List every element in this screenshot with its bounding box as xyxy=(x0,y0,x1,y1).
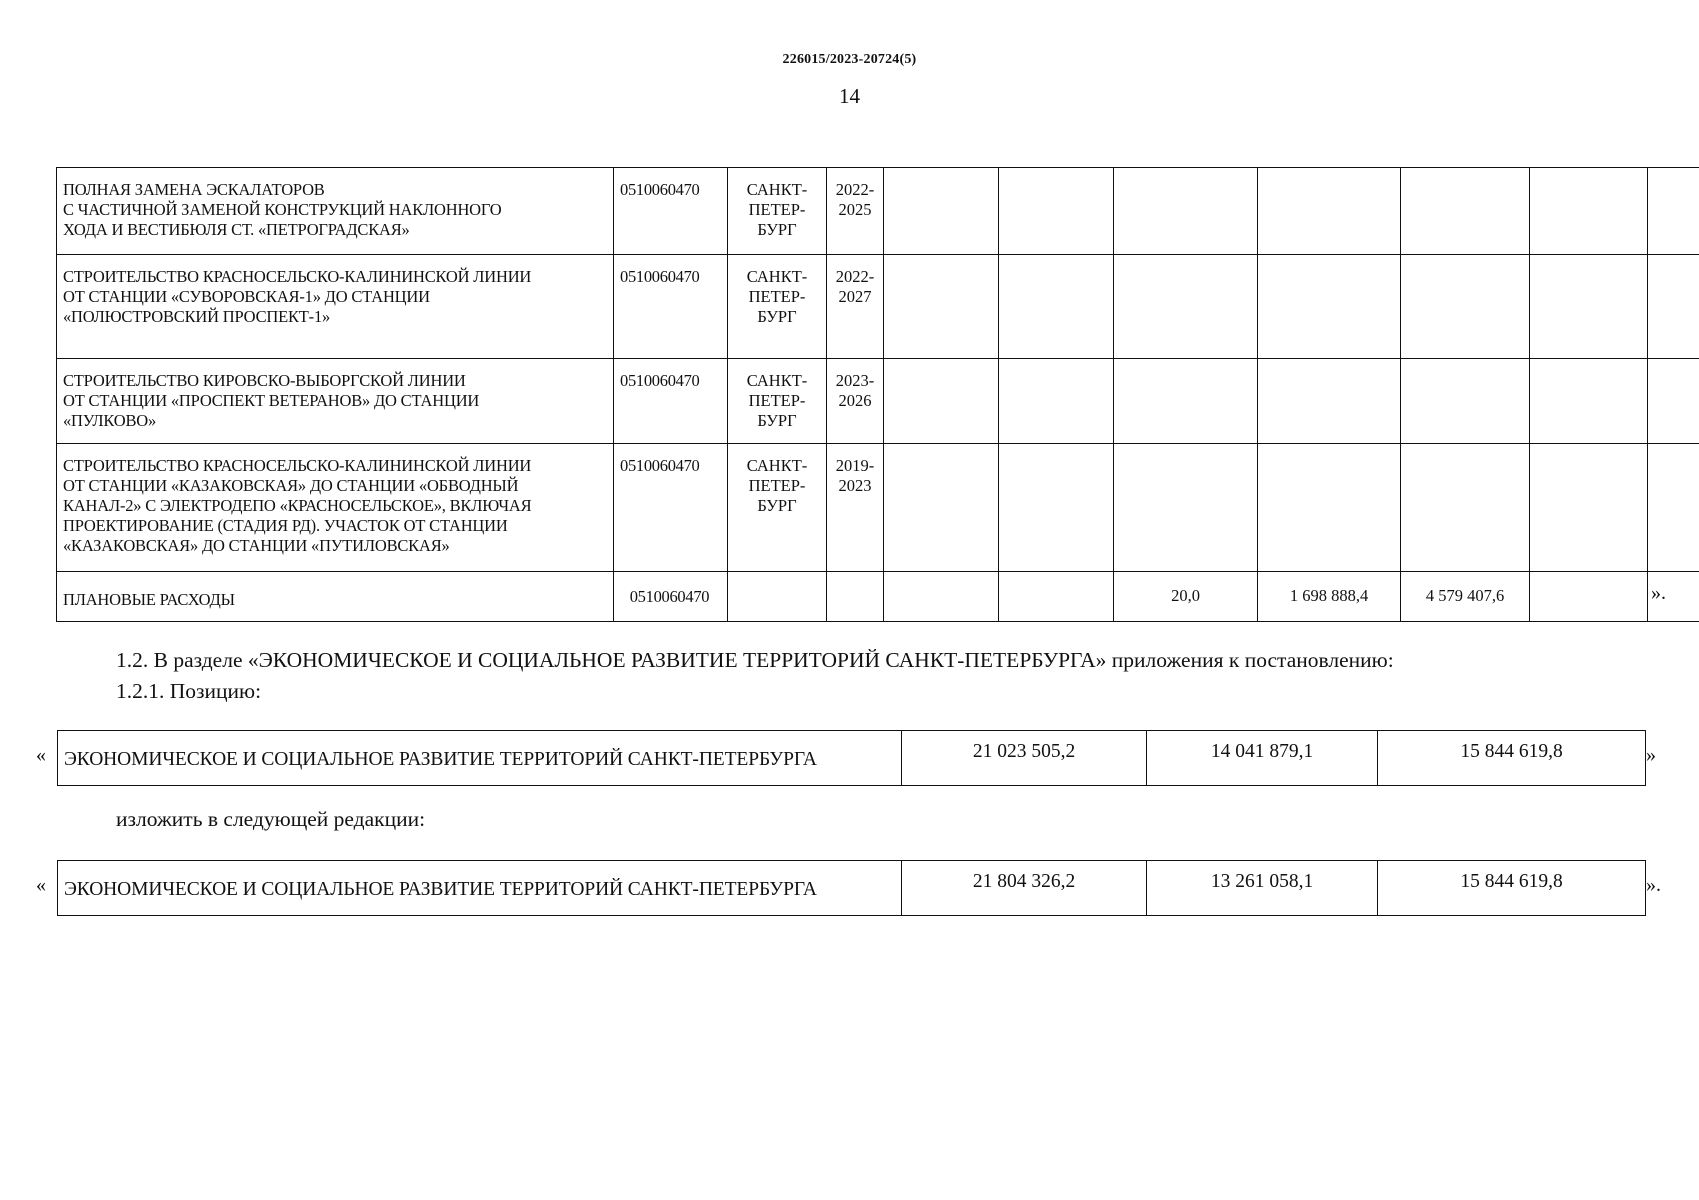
page-number: 14 xyxy=(839,84,860,108)
region-line: БУРГ xyxy=(757,496,797,515)
amount-cell xyxy=(999,359,1114,444)
project-name-line: ПРОЕКТИРОВАНИЕ (СТАДИЯ РД). УЧАСТОК ОТ СТАНЦИИ xyxy=(63,516,508,535)
project-name-line: СТРОИТЕЛЬСТВО КИРОВСКО-ВЫБОРГСКОЙ ЛИНИИ xyxy=(63,371,466,390)
position-value: 21 804 326,2 xyxy=(902,861,1147,916)
amount-cell xyxy=(999,168,1114,255)
target-code-cell: 0510060470 xyxy=(614,444,728,572)
open-quote: « xyxy=(36,744,46,766)
amount-cell xyxy=(999,444,1114,572)
amount-cell xyxy=(1114,255,1258,359)
project-name-line: ОТ СТАНЦИИ «СУВОРОВСКАЯ-1» ДО СТАНЦИИ xyxy=(63,287,430,306)
project-name-cell xyxy=(57,255,614,359)
table-row xyxy=(58,731,1646,786)
amount-cell xyxy=(1258,359,1401,444)
position-old-table xyxy=(57,730,1646,786)
plan-label-cell: ПЛАНОВЫЕ РАСХОДЫ xyxy=(57,572,614,622)
position-name: ЭКОНОМИЧЕСКОЕ И СОЦИАЛЬНОЕ РАЗВИТИЕ ТЕРРИТОРИЙ САНКТ-ПЕТЕРБУРГА xyxy=(58,731,902,786)
years-cell xyxy=(827,359,884,444)
project-name-line: ПОЛНАЯ ЗАМЕНА ЭСКАЛАТОРОВ xyxy=(63,180,325,199)
years-line: 2019- xyxy=(835,456,875,475)
years-line: 2022- xyxy=(835,180,875,199)
amount-cell xyxy=(1530,168,1648,255)
amount-cell xyxy=(1401,255,1530,359)
region-line: ПЕТЕР- xyxy=(748,287,806,306)
position-value: 21 023 505,2 xyxy=(902,731,1147,786)
paragraph-section-1-2: 1.2. В разделе «ЭКОНОМИЧЕСКОЕ И СОЦИАЛЬНОЕ РАЗВИТИЕ ТЕРРИТОРИЙ САНКТ-ПЕТЕРБУРГА» приложения к постановлению: xyxy=(116,648,1394,672)
region-line: ПЕТЕР- xyxy=(748,200,806,219)
project-name-line: СТРОИТЕЛЬСТВО КРАСНОСЕЛЬСКО-КАЛИНИНСКОЙ ЛИНИИ xyxy=(63,267,532,286)
amount-cell: 1 698 888,4 xyxy=(1258,572,1401,622)
region-line: ПЕТЕР- xyxy=(748,476,806,495)
region-cell xyxy=(728,444,827,572)
region-line: САНКТ- xyxy=(746,180,808,199)
years-line: 2027 xyxy=(838,287,872,306)
region-cell xyxy=(728,168,827,255)
position-new xyxy=(34,860,1664,908)
region-cell xyxy=(728,359,827,444)
amount-cell xyxy=(1114,359,1258,444)
target-code-cell: 0510060470 xyxy=(614,255,728,359)
project-name-line: ОТ СТАНЦИИ «КАЗАКОВСКАЯ» ДО СТАНЦИИ «ОБВОДНЫЙ xyxy=(63,476,519,495)
amount-cell xyxy=(884,359,999,444)
project-name-line: «ПОЛЮСТРОВСКИЙ ПРОСПЕКТ-1» xyxy=(63,307,331,326)
table-row-plan xyxy=(57,572,1699,622)
document-number: 226015/2023-20724(5) xyxy=(782,52,917,67)
years-cell xyxy=(827,572,884,622)
amount-cell xyxy=(1648,168,1699,255)
years-line: 2023- xyxy=(835,371,875,390)
amount-cell xyxy=(999,255,1114,359)
region-line: ПЕТЕР- xyxy=(748,391,806,410)
amount-cell: 4 579 407,6 xyxy=(1401,572,1530,622)
project-name-cell xyxy=(57,359,614,444)
amount-cell: 20,0 xyxy=(1114,572,1258,622)
amount-cell xyxy=(884,444,999,572)
years-line: 2026 xyxy=(838,391,872,410)
amount-cell xyxy=(1648,359,1699,444)
open-quote: « xyxy=(36,874,46,896)
region-line: БУРГ xyxy=(757,307,797,326)
table-closing-quote: ». xyxy=(1651,582,1666,604)
position-old xyxy=(34,730,1664,778)
project-name-cell xyxy=(57,168,614,255)
amount-cell xyxy=(1401,444,1530,572)
region-line: САНКТ- xyxy=(746,267,808,286)
years-line: 2025 xyxy=(838,200,872,219)
amount-cell xyxy=(1530,255,1648,359)
target-code-cell: 0510060470 xyxy=(614,572,728,622)
amount-cell xyxy=(1530,359,1648,444)
amount-cell xyxy=(1258,168,1401,255)
program-table xyxy=(56,167,1699,622)
position-value: 15 844 619,8 xyxy=(1378,731,1646,786)
table-row xyxy=(58,861,1646,916)
amount-cell xyxy=(884,572,999,622)
project-name-line: «ПУЛКОВО» xyxy=(63,411,157,430)
amount-cell xyxy=(884,255,999,359)
target-code-cell: 0510060470 xyxy=(614,168,728,255)
project-name-cell xyxy=(57,444,614,572)
years-cell xyxy=(827,255,884,359)
close-quote: » xyxy=(1646,744,1656,766)
region-line: БУРГ xyxy=(757,220,797,239)
position-value: 15 844 619,8 xyxy=(1378,861,1646,916)
region-line: САНКТ- xyxy=(746,371,808,390)
project-name-line: КАНАЛ-2» С ЭЛЕКТРОДЕПО «КРАСНОСЕЛЬСКОЕ», ВКЛЮЧАЯ xyxy=(63,496,532,515)
amount-cell xyxy=(884,168,999,255)
years-cell xyxy=(827,444,884,572)
target-code-cell: 0510060470 xyxy=(614,359,728,444)
amount-cell xyxy=(1530,444,1648,572)
project-name-line: ОТ СТАНЦИИ «ПРОСПЕКТ ВЕТЕРАНОВ» ДО СТАНЦИИ xyxy=(63,391,480,410)
paragraph-new-edition: изложить в следующей редакции: xyxy=(116,807,426,831)
close-quote: ». xyxy=(1646,874,1661,896)
amount-cell xyxy=(999,572,1114,622)
years-line: 2022- xyxy=(835,267,875,286)
region-cell xyxy=(728,572,827,622)
table-row xyxy=(57,359,1699,444)
project-name-line: «КАЗАКОВСКАЯ» ДО СТАНЦИИ «ПУТИЛОВСКАЯ» xyxy=(63,536,450,555)
amount-cell xyxy=(1648,255,1699,359)
table-row xyxy=(57,255,1699,359)
project-name-line: С ЧАСТИЧНОЙ ЗАМЕНОЙ КОНСТРУКЦИЙ НАКЛОННОГО xyxy=(63,200,502,219)
amount-cell xyxy=(1401,359,1530,444)
amount-cell xyxy=(1258,255,1401,359)
region-cell xyxy=(728,255,827,359)
project-name-line: ХОДА И ВЕСТИБЮЛЯ СТ. «ПЕТРОГРАДСКАЯ» xyxy=(63,220,410,239)
amount-cell xyxy=(1114,168,1258,255)
amount-cell xyxy=(1401,168,1530,255)
amount-cell xyxy=(1258,444,1401,572)
amount-cell xyxy=(1530,572,1648,622)
position-name: ЭКОНОМИЧЕСКОЕ И СОЦИАЛЬНОЕ РАЗВИТИЕ ТЕРРИТОРИЙ САНКТ-ПЕТЕРБУРГА xyxy=(58,861,902,916)
position-value: 14 041 879,1 xyxy=(1147,731,1378,786)
years-cell xyxy=(827,168,884,255)
table-row xyxy=(57,168,1699,255)
table-row xyxy=(57,444,1699,572)
amount-cell xyxy=(1648,444,1699,572)
paragraph-section-1-2-1: 1.2.1. Позицию: xyxy=(116,679,262,703)
position-value: 13 261 058,1 xyxy=(1147,861,1378,916)
project-name-line: СТРОИТЕЛЬСТВО КРАСНОСЕЛЬСКО-КАЛИНИНСКОЙ ЛИНИИ xyxy=(63,456,532,475)
position-new-table xyxy=(57,860,1646,916)
region-line: САНКТ- xyxy=(746,456,808,475)
years-line: 2023 xyxy=(838,476,872,495)
amount-cell xyxy=(1114,444,1258,572)
region-line: БУРГ xyxy=(757,411,797,430)
